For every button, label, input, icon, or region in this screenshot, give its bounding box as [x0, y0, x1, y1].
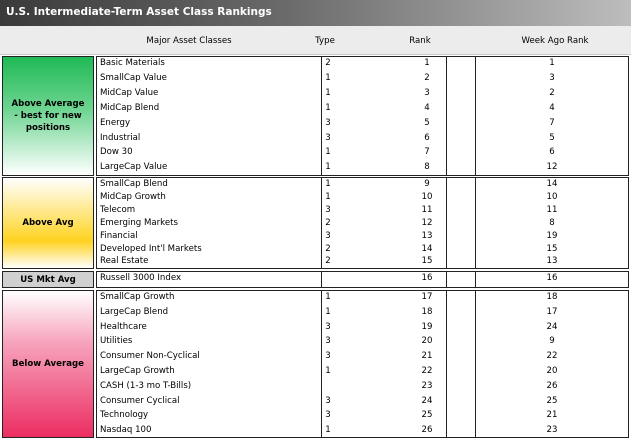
asset-class-name: MidCap Growth — [100, 191, 166, 202]
asset-class-name: Emerging Markets — [100, 217, 178, 228]
rank-value: 4 — [424, 102, 430, 113]
rank-value: 25 — [421, 410, 433, 421]
table-row — [97, 57, 628, 72]
rank-value: 6 — [424, 132, 430, 143]
asset-class-name: Healthcare — [100, 321, 147, 332]
asset-type: 1 — [325, 162, 331, 173]
week-ago-rank-value: 3 — [549, 72, 555, 83]
week-ago-rank-value: 6 — [549, 147, 555, 158]
asset-class-name: SmallCap Value — [100, 72, 167, 83]
week-ago-rank-value: 2 — [549, 87, 555, 98]
table-row — [97, 255, 628, 270]
rank-value: 26 — [421, 425, 433, 436]
week-ago-rank-value: 19 — [546, 230, 558, 241]
table-row — [97, 365, 628, 380]
rank-value: 13 — [421, 230, 433, 241]
asset-type: 3 — [325, 230, 331, 241]
asset-type: 1 — [325, 102, 331, 113]
header-asset-classes: Major Asset Classes — [146, 36, 232, 46]
asset-type: 1 — [325, 366, 331, 376]
asset-class-name: CASH (1-3 mo T-Bills) — [100, 380, 192, 391]
asset-type: 3 — [325, 117, 331, 128]
group-rows-above-average — [96, 56, 629, 176]
rank-value: 20 — [421, 336, 433, 347]
rank-value: 24 — [421, 395, 433, 406]
rank-value: 11 — [421, 204, 433, 215]
table-row — [97, 161, 628, 176]
asset-class-name: Russell 3000 Index — [100, 273, 182, 283]
asset-class-name: Dow 30 — [100, 147, 133, 158]
table-row — [97, 117, 628, 132]
week-ago-rank-value: 17 — [546, 306, 558, 317]
asset-type: 3 — [325, 204, 331, 215]
group-label-below-average: Below Average — [2, 290, 94, 438]
asset-class-name: SmallCap Growth — [100, 292, 175, 302]
week-ago-rank-value: 21 — [546, 410, 558, 421]
table-row — [97, 291, 628, 306]
group-rows-us-mkt-avg — [96, 271, 629, 288]
rank-value: 7 — [424, 147, 430, 158]
asset-type: 2 — [325, 256, 331, 267]
asset-type: 2 — [325, 58, 331, 68]
asset-type: 1 — [325, 147, 331, 158]
week-ago-rank-value: 8 — [549, 217, 555, 228]
week-ago-rank-value: 9 — [549, 336, 555, 347]
rank-value: 10 — [421, 191, 433, 202]
group-label-us-mkt-avg: US Mkt Avg — [2, 271, 94, 288]
asset-class-name: SmallCap Blend — [100, 179, 168, 189]
week-ago-rank-value: 25 — [546, 395, 558, 406]
week-ago-rank-value: 11 — [546, 204, 558, 215]
asset-class-name: LargeCap Growth — [100, 366, 175, 376]
asset-type: 3 — [325, 321, 331, 332]
asset-class-name: Utilities — [100, 336, 133, 347]
week-ago-rank-value: 20 — [546, 366, 558, 376]
week-ago-rank-value: 16 — [546, 273, 558, 283]
asset-class-name: MidCap Blend — [100, 102, 160, 113]
asset-type: 1 — [325, 72, 331, 83]
asset-type: 1 — [325, 306, 331, 317]
asset-class-name: Industrial — [100, 132, 141, 143]
rank-value: 23 — [421, 380, 433, 391]
asset-class-name: LargeCap Blend — [100, 306, 169, 317]
asset-type: 1 — [325, 425, 331, 436]
week-ago-rank-value: 4 — [549, 102, 555, 113]
table-row — [97, 146, 628, 161]
header-rank: Rank — [409, 36, 431, 46]
header-type: Type — [315, 36, 335, 46]
asset-class-name: LargeCap Value — [100, 162, 168, 173]
table-row — [97, 272, 628, 287]
week-ago-rank-value: 7 — [549, 117, 555, 128]
asset-class-name: Financial — [100, 230, 138, 241]
asset-class-name: MidCap Value — [100, 87, 159, 98]
week-ago-rank-value: 10 — [546, 191, 558, 202]
asset-class-name: Real Estate — [100, 256, 149, 267]
rank-value: 22 — [421, 366, 433, 376]
table-row — [97, 380, 628, 395]
asset-type: 1 — [325, 292, 331, 302]
table-row — [97, 132, 628, 147]
table-row — [97, 395, 628, 410]
asset-class-name: Energy — [100, 117, 131, 128]
table-row — [97, 72, 628, 87]
rank-value: 8 — [424, 162, 430, 173]
group-label-above-avg: Above Avg — [2, 177, 94, 269]
asset-type: 1 — [325, 87, 331, 98]
asset-type: 3 — [325, 336, 331, 347]
table-row — [97, 306, 628, 321]
asset-class-name: Basic Materials — [100, 58, 165, 68]
asset-type: 1 — [325, 191, 331, 202]
asset-type: 1 — [325, 179, 331, 189]
rank-value: 14 — [421, 243, 433, 254]
week-ago-rank-value: 5 — [549, 132, 555, 143]
week-ago-rank-value: 22 — [546, 351, 558, 362]
week-ago-rank-value: 12 — [546, 162, 558, 173]
rank-value: 16 — [421, 273, 433, 283]
column-header-row — [0, 26, 631, 55]
group-rows-below-average — [96, 290, 629, 438]
asset-class-name: Technology — [100, 410, 149, 421]
asset-class-name: Consumer Cyclical — [100, 395, 180, 406]
week-ago-rank-value: 15 — [546, 243, 558, 254]
asset-type: 3 — [325, 395, 331, 406]
week-ago-rank-value: 18 — [546, 292, 558, 302]
rank-value: 21 — [421, 351, 433, 362]
group-label-above-average: Above Average - best for new positions — [2, 56, 94, 176]
week-ago-rank-value: 1 — [549, 58, 555, 68]
page-title: U.S. Intermediate-Term Asset Class Rankings — [6, 6, 272, 18]
header-week-ago-rank: Week Ago Rank — [521, 36, 589, 46]
rank-value: 1 — [424, 58, 430, 68]
asset-type: 2 — [325, 243, 331, 254]
asset-class-name: Nasdaq 100 — [100, 425, 152, 436]
asset-type: 3 — [325, 410, 331, 421]
table-row — [97, 87, 628, 102]
week-ago-rank-value: 14 — [546, 179, 558, 189]
table-row — [97, 409, 628, 424]
table-row — [97, 350, 628, 365]
title-bar — [0, 0, 631, 26]
rank-value: 5 — [424, 117, 430, 128]
rank-value: 3 — [424, 87, 430, 98]
asset-class-name: Telecom — [100, 204, 136, 215]
asset-class-name: Developed Int'l Markets — [100, 243, 202, 254]
rank-value: 18 — [421, 306, 433, 317]
asset-type: 3 — [325, 351, 331, 362]
rank-value: 2 — [424, 72, 430, 83]
week-ago-rank-value: 26 — [546, 380, 558, 391]
asset-type: 2 — [325, 217, 331, 228]
rank-value: 12 — [421, 217, 433, 228]
table-row — [97, 335, 628, 350]
rank-value: 9 — [424, 179, 430, 189]
asset-class-name: Consumer Non-Cyclical — [100, 351, 200, 362]
rank-value: 17 — [421, 292, 433, 302]
asset-type: 3 — [325, 132, 331, 143]
week-ago-rank-value: 24 — [546, 321, 558, 332]
table-row — [97, 424, 628, 439]
table-row — [97, 321, 628, 336]
table-row — [97, 102, 628, 117]
rank-value: 19 — [421, 321, 433, 332]
week-ago-rank-value: 23 — [546, 425, 558, 436]
rank-value: 15 — [421, 256, 433, 267]
group-rows-above-avg — [96, 177, 629, 269]
week-ago-rank-value: 13 — [546, 256, 558, 267]
